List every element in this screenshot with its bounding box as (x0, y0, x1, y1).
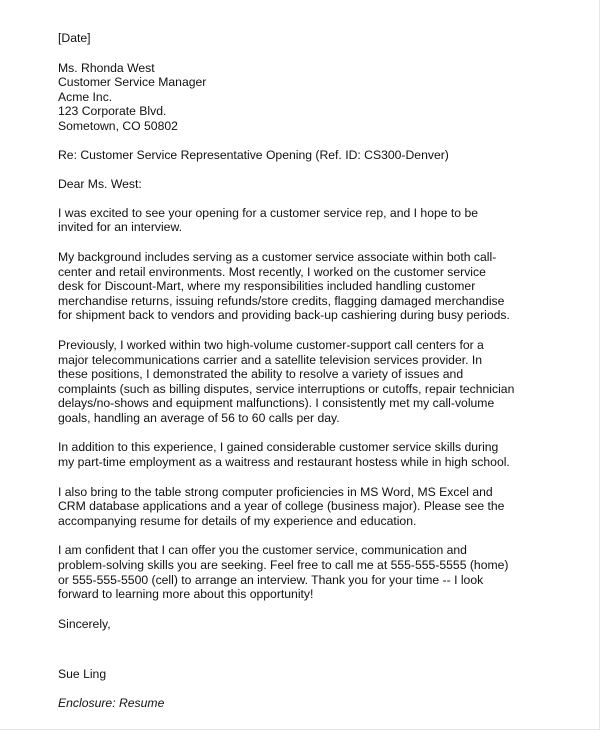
paragraph-line: delays/no-shows and equipment malfunctions). I consistently met my call-volume (58, 396, 495, 411)
closing (58, 617, 528, 632)
date-text: [Date] (58, 31, 91, 45)
paragraph-line: CRM database applications and a year of college (business major). Please see the (58, 499, 505, 514)
paragraph-line: invited for an interview. (58, 220, 182, 235)
closing-text: Sincerely, (58, 616, 111, 631)
paragraph-line: I am confident that I can offer you the customer service, communication and (58, 543, 467, 558)
recipient-city: Sometown, CO 50802 (58, 118, 178, 133)
recipient-street: 123 Corporate Blvd. (58, 104, 167, 119)
paragraph-line: I was excited to see your opening for a customer service rep, and I hope to be (58, 205, 479, 220)
paragraph-line: merchandise returns, issuing refunds/store credits, flagging damaged merchandise (58, 293, 505, 308)
paragraph-line: my part-time employment as a waitress and restaurant hostess while in high school. (58, 455, 510, 470)
recipient-company: Acme Inc. (58, 89, 113, 104)
body-paragraph-4 (58, 440, 528, 469)
paragraph-line: center and retail environments. Most recently, I worked on the customer service (58, 264, 486, 279)
paragraph-line: I also bring to the table strong computer proficiencies in MS Word, MS Excel and (58, 484, 493, 499)
salutation-text: Dear Ms. West: (58, 177, 142, 192)
salutation (58, 177, 528, 192)
paragraph-line: major telecommunications carrier and a satellite television services provider. In (58, 352, 483, 367)
paragraph-line: forward to learning more about this opportunity! (58, 587, 314, 602)
signature-name (58, 667, 528, 682)
paragraph-line: for shipment back to vendors and providing back-up cashiering during busy periods. (58, 308, 510, 323)
paragraph-line: accompanying resume for details of my experience and education. (58, 513, 417, 528)
subject-line (58, 148, 528, 163)
cover-letter (58, 31, 528, 711)
paragraph-line: problem-solving skills you are seeking. Feel free to call me at 555-555-5555 (home) (58, 558, 509, 573)
body-paragraph-1 (58, 206, 528, 235)
enclosure-note (58, 696, 528, 711)
paragraph-line: or 555-555-5500 (cell) to arrange an interview. Thank you for your time -- I look (58, 572, 484, 587)
paragraph-line: desk for Discount-Mart, where my responsibilities included handling customer (58, 279, 476, 294)
body-paragraph-6 (58, 543, 528, 601)
paragraph-line: In addition to this experience, I gained considerable customer service skills during (58, 440, 499, 455)
recipient-title: Customer Service Manager (58, 75, 207, 90)
body-paragraph-5 (58, 485, 528, 529)
subject-text: Re: Customer Service Representative Opening (Ref. ID: CS300-Denver) (58, 147, 449, 162)
paragraph-line: Previously, I worked within two high-volume customer-support call centers for a (58, 337, 484, 352)
date-line (58, 31, 528, 46)
paragraph-line: these positions, I demonstrated the ability to resolve a variety of issues and (58, 367, 464, 382)
paragraph-line: goals, handling an average of 56 to 60 calls per day. (58, 410, 340, 425)
signature-text: Sue Ling (58, 667, 107, 682)
paragraph-line: complaints (such as billing disputes, service interruptions or cutoffs, repair technician (58, 381, 515, 396)
body-paragraph-2 (58, 250, 528, 323)
paragraph-line: My background includes serving as a customer service associate within both call- (58, 249, 497, 264)
enclosure-text: Enclosure: Resume (58, 696, 165, 710)
body-paragraph-3 (58, 338, 528, 426)
recipient-address-block (58, 61, 528, 134)
recipient-name: Ms. Rhonda West (58, 60, 155, 75)
